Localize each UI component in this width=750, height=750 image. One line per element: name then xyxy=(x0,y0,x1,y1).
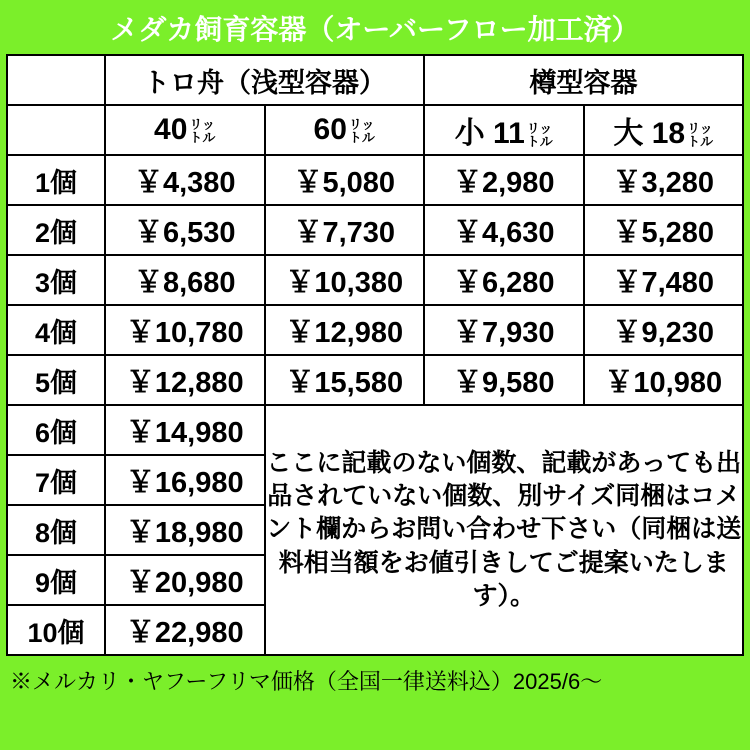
column-header-60l xyxy=(265,105,425,155)
table-row xyxy=(7,355,743,405)
table-row xyxy=(7,205,743,255)
price-2-60: ￥7,730 xyxy=(265,205,425,255)
size-label-18: 大 18 xyxy=(613,117,686,150)
note-text: ここに記載のない個数、記載があっても出品されていない個数、別サイズ同梱はコメント欄からお問い合わせ下さい（同梱は送料相当額をお値引きしてご提案いたします）。 xyxy=(266,448,742,610)
row-label-5: 5個 xyxy=(7,355,105,405)
corner-cell xyxy=(7,55,105,105)
price-3-60: ￥10,380 xyxy=(265,255,425,305)
price-1-11: ￥2,980 xyxy=(424,155,584,205)
price-5-40: ￥12,880 xyxy=(105,355,265,405)
size-label-40: 40 xyxy=(154,113,188,146)
row-label-2: 2個 xyxy=(7,205,105,255)
price-1-40: ￥4,380 xyxy=(105,155,265,205)
price-5-18: ￥10,980 xyxy=(584,355,744,405)
price-4-18: ￥9,230 xyxy=(584,305,744,355)
price-9-40: ￥20,980 xyxy=(105,555,265,605)
row-label-10: 10個 xyxy=(7,605,105,655)
price-8-40: ￥18,980 xyxy=(105,505,265,555)
group-header-taru: 樽型容器 xyxy=(424,55,743,105)
table-group-header-row xyxy=(7,55,743,105)
price-5-60: ￥15,580 xyxy=(265,355,425,405)
price-5-11: ￥9,580 xyxy=(424,355,584,405)
price-1-18: ￥3,280 xyxy=(584,155,744,205)
price-6-40: ￥14,980 xyxy=(105,405,265,455)
price-3-11: ￥6,280 xyxy=(424,255,584,305)
column-header-small-11l xyxy=(424,105,584,155)
corner-cell-2 xyxy=(7,105,105,155)
unit-label-18: リッ トル xyxy=(687,121,714,150)
table-row xyxy=(7,155,743,205)
page-title: メダカ飼育容器（オーバーフロー加工済） xyxy=(110,14,640,45)
column-header-large-18l xyxy=(584,105,744,155)
column-header-40l xyxy=(105,105,265,155)
row-label-3: 3個 xyxy=(7,255,105,305)
price-4-60: ￥12,980 xyxy=(265,305,425,355)
table-column-header-row xyxy=(7,105,743,155)
price-table xyxy=(6,54,744,656)
group-header-toro: トロ舟（浅型容器） xyxy=(105,55,424,105)
table-row xyxy=(7,255,743,305)
unit-label-60: リッ トル xyxy=(348,117,375,146)
footer-note: ※メルカリ・ヤフーフリマ価格（全国一律送料込）2025/6〜 xyxy=(10,669,603,694)
price-3-40: ￥8,680 xyxy=(105,255,265,305)
table-row xyxy=(7,305,743,355)
price-4-40: ￥10,780 xyxy=(105,305,265,355)
price-7-40: ￥16,980 xyxy=(105,455,265,505)
row-label-1: 1個 xyxy=(7,155,105,205)
price-2-18: ￥5,280 xyxy=(584,205,744,255)
size-label-60: 60 xyxy=(313,113,347,146)
row-label-9: 9個 xyxy=(7,555,105,605)
price-2-40: ￥6,530 xyxy=(105,205,265,255)
unit-label-11: リッ トル xyxy=(526,121,553,150)
row-label-6: 6個 xyxy=(7,405,105,455)
price-2-11: ￥4,630 xyxy=(424,205,584,255)
price-3-18: ￥7,480 xyxy=(584,255,744,305)
note-block xyxy=(265,405,744,655)
table-row xyxy=(7,405,743,455)
unit-label-40: リッ トル xyxy=(189,117,216,146)
price-1-60: ￥5,080 xyxy=(265,155,425,205)
row-label-7: 7個 xyxy=(7,455,105,505)
size-label-11: 小 11 xyxy=(454,117,525,150)
row-label-8: 8個 xyxy=(7,505,105,555)
price-10-40: ￥22,980 xyxy=(105,605,265,655)
price-4-11: ￥7,930 xyxy=(424,305,584,355)
row-label-4: 4個 xyxy=(7,305,105,355)
